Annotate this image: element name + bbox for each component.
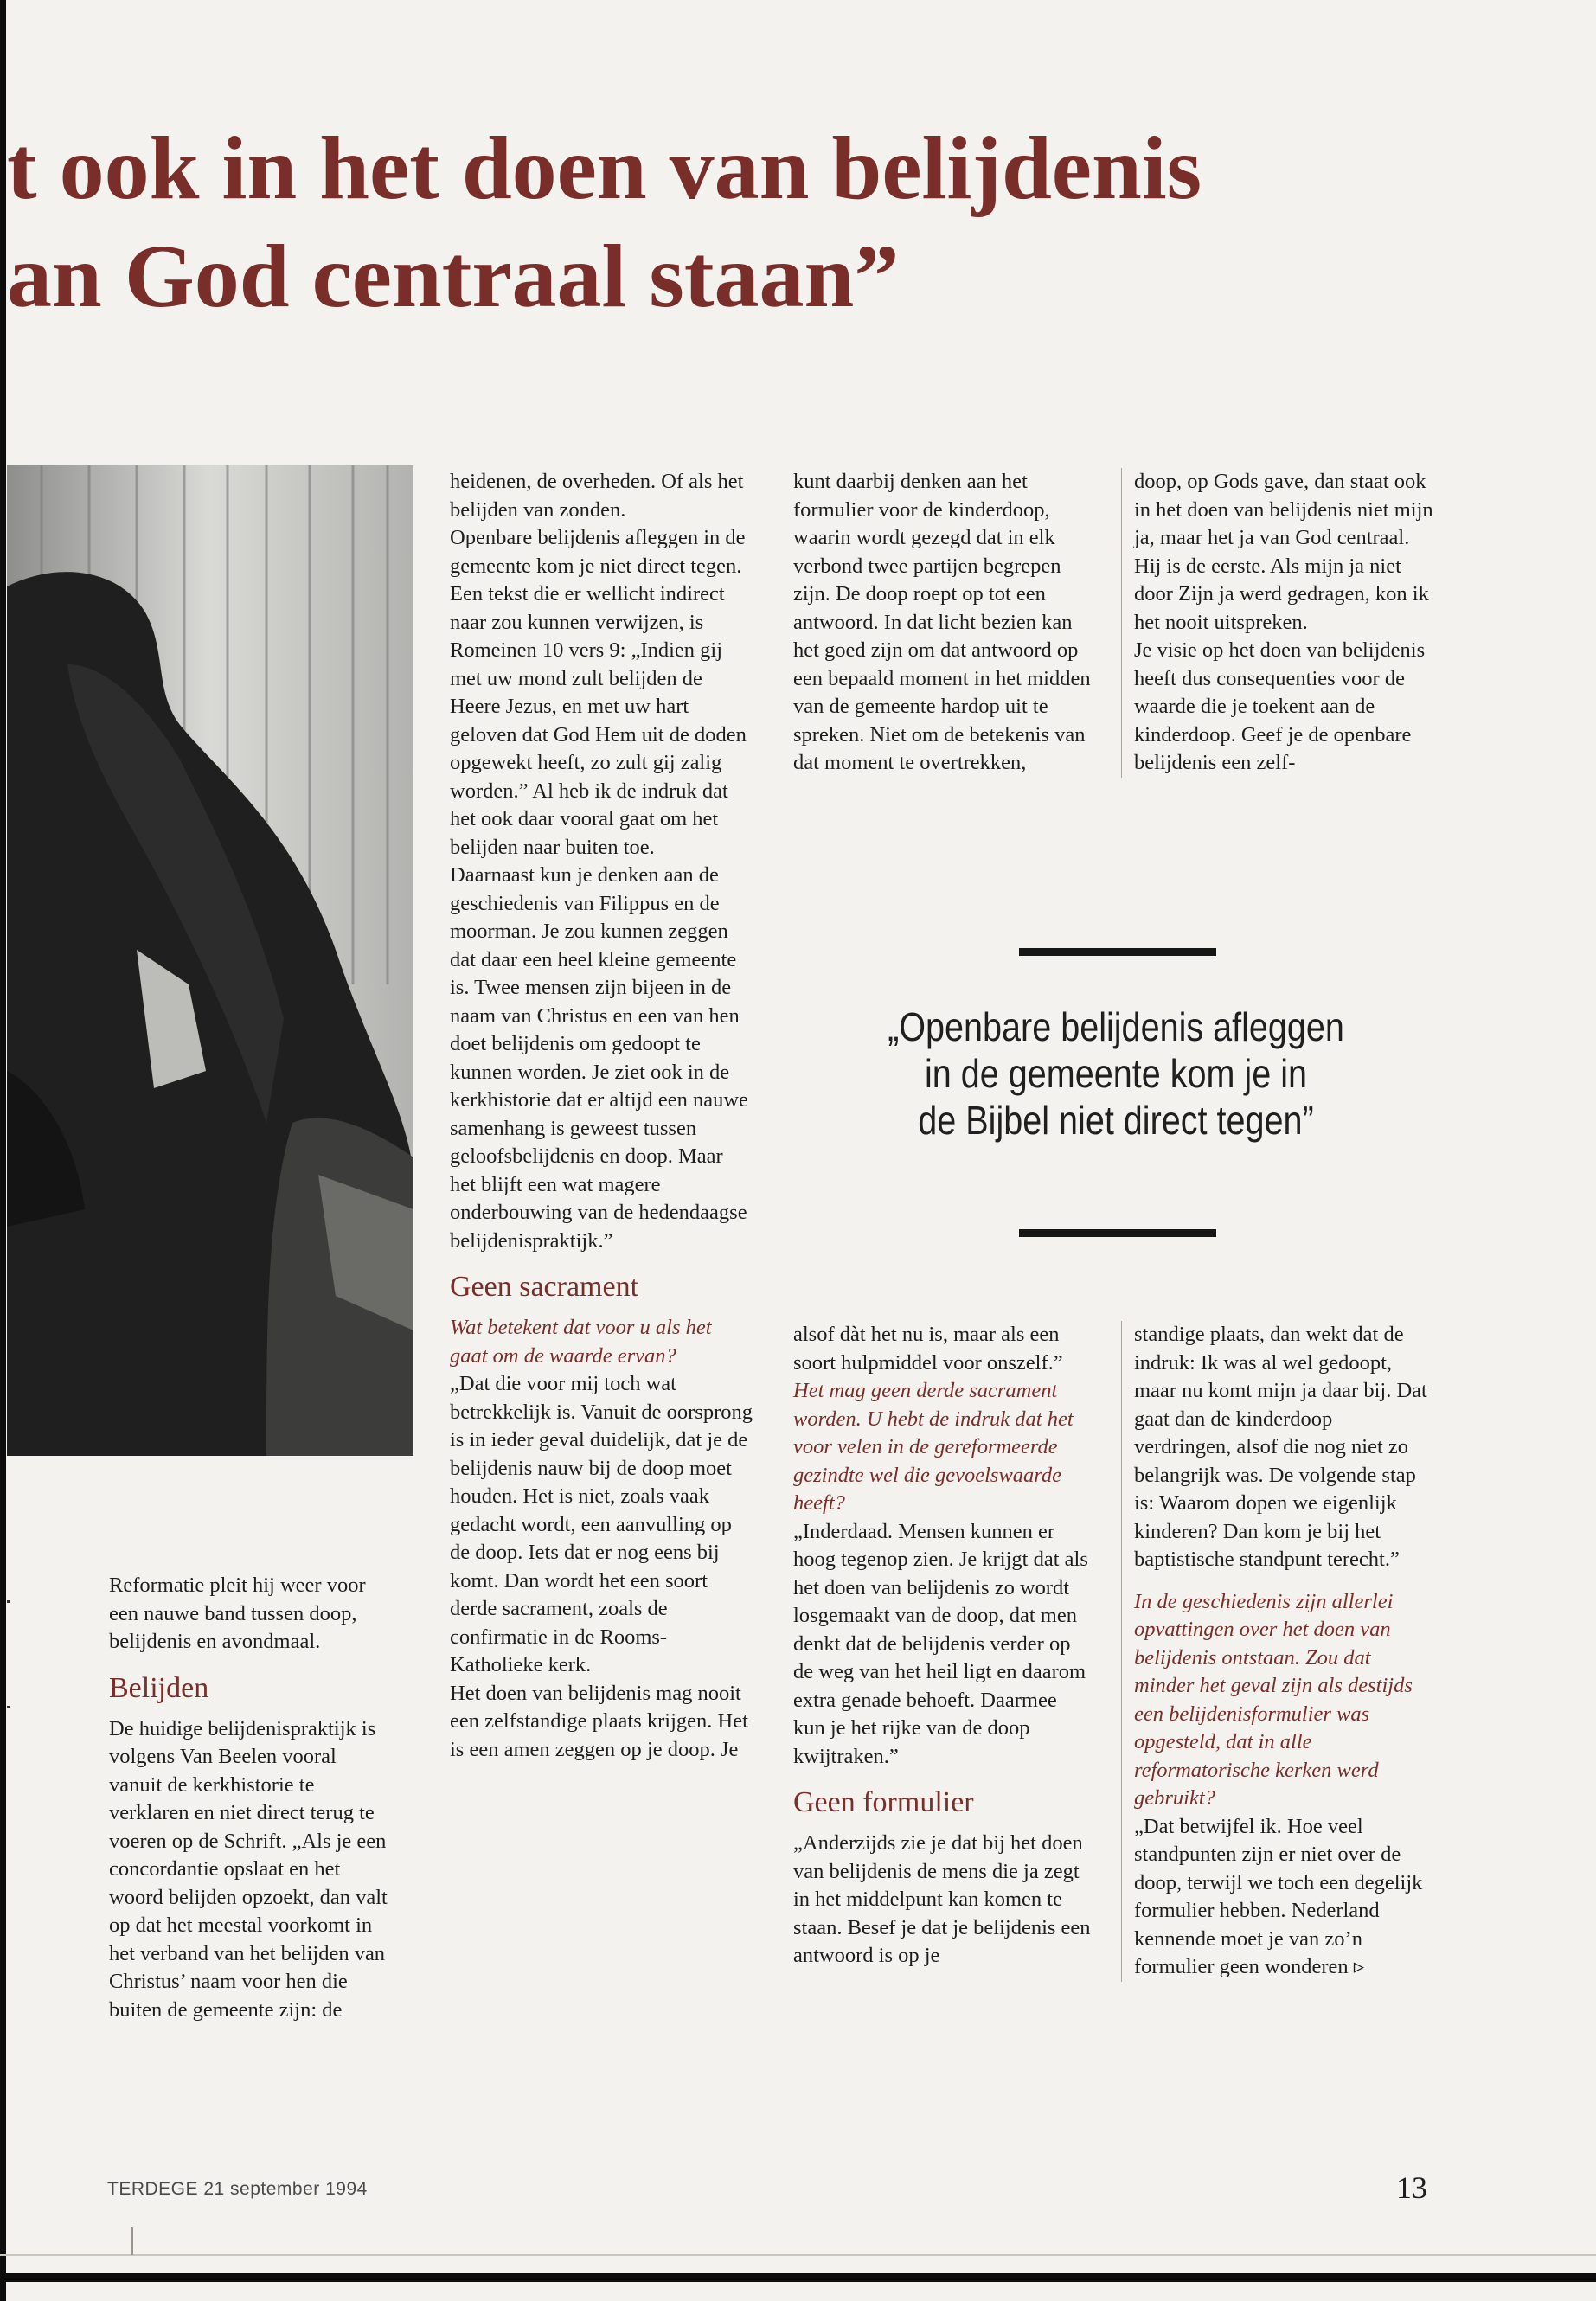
column-3-bottom: [793, 1321, 1092, 1971]
photo-of-man-in-suit-icon: [7, 465, 413, 1456]
headline: [7, 114, 1391, 330]
subheading-geen-sacrament: Geen sacrament: [450, 1271, 639, 1303]
paragraph: Daarnaast kun je denken aan de geschiedenis van Filippus en de moorman. Je zou kunnen zeggen dat daar een heel kleine gemeente is. Twee mensen zijn bijeen in de naam van Christus en een van hen doet belijdenis om gedoopt te kunnen worden. Je ziet ook in de kerkhistorie dat er altijd een nauwe samenhang is geweest tussen geloofsbelijdenis en doop. Maar het blijft een wat magere onderbouwing van de hedendaagse belijdenispraktijk.”: [450, 863, 748, 1253]
paragraph: heidenen, de overheden. Of als het belijden van zonden.: [450, 470, 744, 522]
margin-mark: [7, 1706, 10, 1708]
paragraph: standige plaats, dan wekt dat de indruk: Ik was al wel gedoopt, maar nu komt mijn ja daar bij. Dat gaat dan de kinderdoop verdringen, alsof die nog niet zo belangrijk was. De volgende stap is: Waarom dopen we eigenlijk kinderen? Dan kom je bij het baptistische standpunt terecht.”: [1134, 1323, 1427, 1571]
paragraph: „Anderzijds zie je dat bij het doen van belijdenis de mens die ja zegt in het middelpunt kan komen te staan. Besef je dat je belijdenis een antwoord is op je: [793, 1831, 1091, 1967]
pullquote-line-2: in de gemeente kom je in: [924, 1051, 1308, 1096]
pullquote: [856, 1003, 1376, 1144]
subheading-belijden: Belijden: [109, 1671, 209, 1704]
paragraph: doop, op Gods gave, dan staat ook in het doen van belijdenis niet mijn ja, maar het ja van God centraal. Hij is de eerste. Als mijn ja niet door Zijn ja werd gedragen, kon ik het nooit uitspreken.: [1134, 470, 1433, 634]
headline-line-2: an God centraal staan”: [7, 227, 900, 326]
scan-edge-bottom: [0, 2273, 1596, 2282]
column-4-top: [1121, 468, 1433, 778]
article-photo: [7, 465, 413, 1456]
column-4-bottom: [1121, 1321, 1433, 1982]
headline-line-1: t ook in het doen van belijdenis: [7, 119, 1202, 218]
paragraph: „Dat die voor mij toch wat betrekkelijk is. Vanuit de oorsprong is in ieder geval duidelijk, dat je de belijdenis nauw bij de doop moet houden. Het is niet, zoals vaak gedacht wordt, een aanvulling op de doop. Iets dat er nog eens bij komt. Dan wordt het een soort derde sacrament, zoals de confirmatie in de Rooms-Katholieke kerk.: [450, 1372, 753, 1676]
interview-question: Het mag geen derde sacrament worden. U hebt de indruk dat het voor velen in de gereformeerde gezindte wel die gevoelswaarde heeft?: [793, 1379, 1074, 1515]
column-1: [109, 1572, 394, 2024]
pullquote-line-1: „Openbare belijdenis afleggen: [888, 1004, 1344, 1049]
paragraph: kunt daarbij denken aan het formulier voor de kinderdoop, waarin wordt gezegd dat in elk verbond twee partijen begrepen zijn. De doop roept op tot een antwoord. In dat licht bezien kan het goed zijn om dat antwoord op een bepaald moment in het midden van de gemeente hardop uit te spreken. Niet om de betekenis van dat moment te overtrekken,: [793, 470, 1091, 774]
paragraph: Je visie op het doen van belijdenis heeft dus consequenties voor de waarde die je toekent aan de kinderdoop. Geef je de openbare belijdenis een zelf-: [1134, 638, 1426, 774]
paragraph: Openbare belijdenis afleggen in de gemeente kom je niet direct tegen. Een tekst die er wellicht indirect naar zou kunnen verwijzen, is Romeinen 10 vers 9: „Indien gij met uw mond zult belijden de Heere Jezus, en met uw hart geloven dat God Hem uit de doden opgewekt heeft, zo zult gij zalig worden.” Al heb ik de indruk dat het ook daar vooral gaat om het belijden naar buiten toe.: [450, 526, 747, 859]
interview-question: In de geschiedenis zijn allerlei opvattingen over het doen van belijdenis ontstaan. Zou dat minder het geval zijn als destijds een belijdenisformulier was opgesteld, dat in alle reformatorische kerken werd gebruikt?: [1134, 1589, 1413, 1810]
margin-mark: [7, 1600, 10, 1603]
folio: TERDEGE 21 september 1994: [107, 2179, 368, 2199]
pullquote-rule-top: [1019, 948, 1216, 956]
pullquote-line-3: de Bijbel niet direct tegen”: [918, 1098, 1314, 1143]
page-number: 13: [1396, 2170, 1427, 2205]
scan-fleck: [131, 2227, 133, 2255]
interview-question: Wat betekent dat voor u als het gaat om de waarde ervan?: [450, 1316, 712, 1368]
paragraph: De huidige belijdenispraktijk is volgens Van Beelen vooral vanuit de kerkhistorie te verklaren en niet direct terug te voeren op de Schrift. „Als je een concordantie opslaat en het woord belijden opzoekt, dan valt op dat het meestal voorkomt in het verband van het belijden van Christus’ naam voor hen die buiten de gemeente zijn: de: [109, 1716, 388, 2022]
scan-line: [0, 2254, 1596, 2256]
column-3-top: [793, 468, 1092, 778]
pullquote-rule-bottom: [1019, 1229, 1216, 1237]
subheading-geen-formulier: Geen formulier: [793, 1786, 974, 1818]
column-2: [450, 468, 753, 1764]
paragraph: „Inderdaad. Mensen kunnen er hoog tegenop zien. Je krijgt dat als het doen van belijdenis zo wordt losgemaakt van de doop, dat men denkt dat de belijdenis verder op de weg van het heil ligt en daarom extra genade behoeft. Daarmee kun je het rijke van de doop kwijtraken.”: [793, 1519, 1088, 1768]
photo-caption: Reformatie pleit hij weer voor een nauwe band tussen doop, belijdenis en avondmaal.: [109, 1574, 366, 1653]
paragraph: Het doen van belijdenis mag nooit een zelfstandige plaats krijgen. Het is een amen zeggen op je doop. Je: [450, 1681, 748, 1761]
paragraph: „Dat betwijfel ik. Hoe veel standpunten zijn er niet over de doop, terwijl we toch een degelijk formulier hebben. Nederland kennende moet je van zo’n formulier geen wonderen ▹: [1134, 1814, 1423, 1978]
scan-edge-left: [0, 0, 6, 2301]
paragraph: alsof dàt het nu is, maar als een soort hulpmiddel voor onszelf.”: [793, 1323, 1063, 1375]
